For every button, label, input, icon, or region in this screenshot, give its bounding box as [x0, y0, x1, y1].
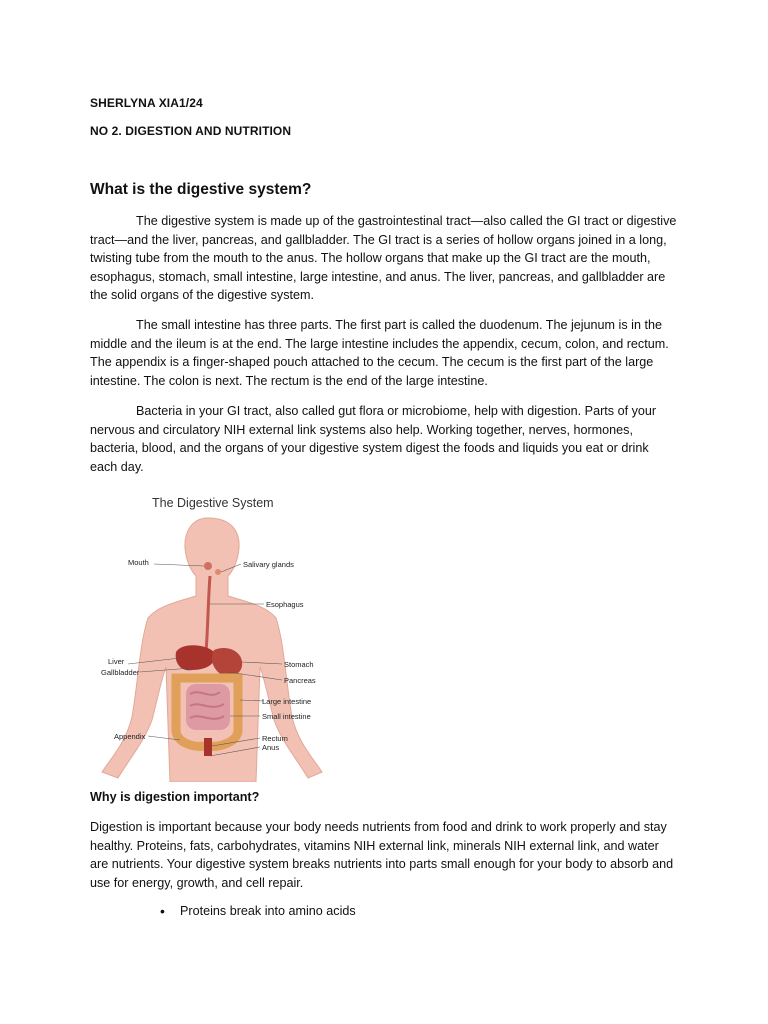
label-liver: Liver	[108, 657, 125, 666]
label-esophagus: Esophagus	[266, 600, 304, 609]
label-stomach: Stomach	[284, 660, 314, 669]
label-anus: Anus	[262, 743, 280, 752]
label-gallbladder: Gallbladder	[101, 668, 140, 677]
section-heading-digestive-system: What is the digestive system?	[90, 181, 312, 198]
paragraph-4: Digestion is important because your body needs nutrients from food and drink to work properly and stay healthy. Proteins, fats, carbohydrates, vitamins NIH external link, minerals NIH external link, and water are nutrients. Your digestive system breaks nutrients into parts small enough for your body to absorb and use for energy, growth, and cell repair.	[90, 820, 674, 890]
digestive-system-figure	[96, 492, 324, 782]
salivary-gland-shape	[215, 569, 221, 575]
paragraph-3: Bacteria in your GI tract, also called gut flora or microbiome, help with digestion. Parts of your nervous and circulatory NIH external link systems also help. Working together, nerves, hormones, bacteria, blood, and the organs of your digestive system digest the foods and liquids you eat or drink each day.	[90, 404, 657, 474]
figure-title: The Digestive System	[152, 496, 274, 510]
list-item: • Proteins break into amino acids	[160, 904, 356, 918]
rectum-shape	[204, 738, 212, 756]
nutrient-bullet-list	[160, 904, 356, 918]
label-appendix: Appendix	[114, 732, 146, 741]
label-mouth: Mouth	[128, 558, 149, 567]
paragraph-1: The digestive system is made up of the gastrointestinal tract—also called the GI tract or digestive tract—and the liver, pancreas, and gallbladder. The GI tract is a series of hollow organs joined in a long, twisting tube from the mouth to the anus. The hollow organs that make up the GI tract are the mouth, esophagus, stomach, small intestine, large intestine, and anus. The liver, pancreas, and gallbladder are the solid organs of the digestive system.	[90, 214, 677, 303]
label-large-intestine: Large intestine	[262, 697, 312, 706]
label-salivary-glands: Salivary glands	[243, 560, 294, 569]
mouth-shape	[204, 562, 212, 570]
label-pancreas: Pancreas	[284, 676, 316, 685]
document-title: NO 2. DIGESTION AND NUTRITION	[90, 124, 292, 138]
label-rectum: Rectum	[262, 734, 288, 743]
section-heading-why-digestion: Why is digestion important?	[90, 790, 260, 804]
paragraph-2: The small intestine has three parts. The first part is called the duodenum. The jejunum is in the middle and the ileum is at the end. The large intestine includes the appendix, cecum, colon, and rectum. The appendix is a finger-shaped pouch attached to the cecum. The cecum is the first part of the large intestine. The colon is next. The rectum is the end of the large intestine.	[90, 318, 669, 388]
author-line: SHERLYNA XIA1/24	[90, 96, 203, 110]
label-small-intestine: Small intestine	[262, 712, 311, 721]
